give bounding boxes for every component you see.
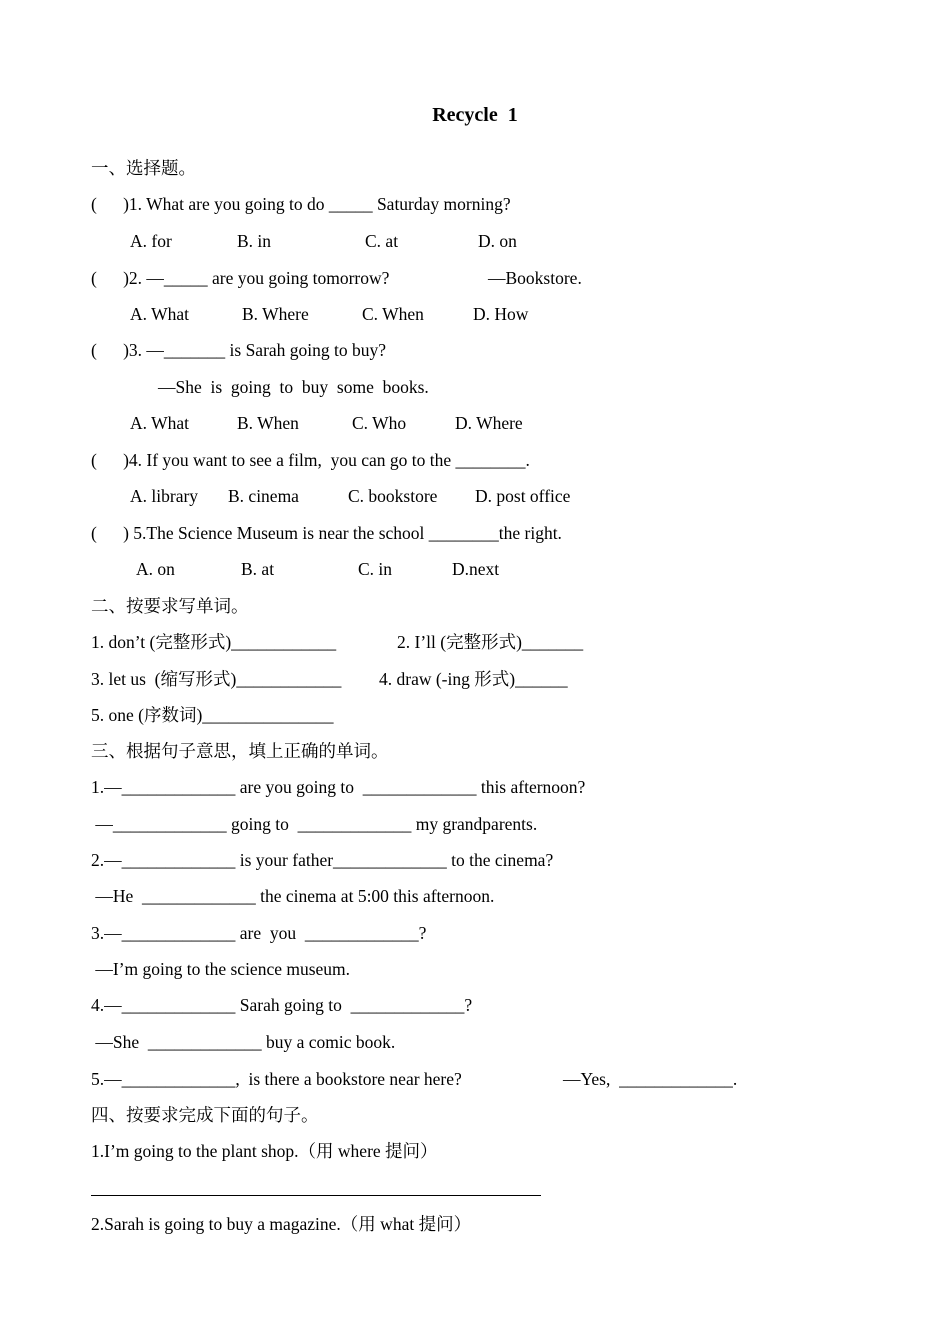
q2-stem: ( )2. —_____ are you going tomorrow? [91,268,390,288]
q1-option-c: C. at [365,231,399,251]
fill-line-4: —He _____________ the cinema at 5:00 this afternoon. [91,886,495,906]
q1-option-a: A. for [130,231,172,251]
q1-option-b: B. in [237,231,272,251]
section-1-heading: 一、选择题。 [91,158,196,178]
q5-option-a: A. on [136,559,175,579]
q4-option-c: C. bookstore [348,486,438,506]
q4-option-a: A. library [130,486,199,506]
q1-option-d: D. on [478,231,517,251]
section-4-heading: 四、按要求完成下面的句子。 [91,1105,319,1125]
section-2-heading: 二、按要求写单词。 [91,596,249,616]
q2-option-d: D. How [473,304,529,324]
q3-option-a: A. What [130,413,189,433]
q3-option-b: B. When [237,413,299,433]
word-item-1: 1. don’t (完整形式)____________ [91,632,337,652]
q5-option-c: C. in [358,559,393,579]
q2-option-b: B. Where [242,304,309,324]
section-3-heading: 三、根据句子意思，填上正确的单词。 [91,741,389,761]
word-item-5: 5. one (序数词)_______________ [91,705,334,725]
q5-stem: ( ) 5.The Science Museum is near the school ________the right. [91,523,562,543]
q4-stem: ( )4. If you want to see a film, you can go to the ________. [91,450,530,470]
fill-line-8: —She _____________ buy a comic book. [91,1032,396,1052]
fill-line-2: —_____________ going to _____________ my grandparents. [91,814,538,834]
rewrite-item-2: 2.Sarah is going to buy a magazine.（用 what 提问） [91,1214,472,1234]
q4-option-d: D. post office [475,486,571,506]
q3-option-c: C. Who [352,413,407,433]
q3-option-d: D. Where [455,413,523,433]
word-item-2: 2. I’ll (完整形式)_______ [397,632,584,652]
q2-answer: —Bookstore. [488,268,582,288]
fill-line-5: 3.—_____________ are you _____________? [91,923,427,943]
q3-stem: ( )3. —_______ is Sarah going to buy? [91,340,387,360]
q1-stem: ( )1. What are you going to do _____ Saturday morning? [91,194,511,214]
q4-option-b: B. cinema [228,486,299,506]
q2-option-c: C. When [362,304,424,324]
q2-option-a: A. What [130,304,189,324]
answer-line [91,1195,541,1196]
page-title: Recycle 1 [432,104,518,126]
q5-option-d: D.next [452,559,500,579]
fill-line-7: 4.—_____________ Sarah going to _____________? [91,995,473,1015]
rewrite-item-1: 1.I’m going to the plant shop.（用 where 提问） [91,1141,438,1161]
word-item-4: 4. draw (-ing 形式)______ [379,669,568,689]
fill-line-9-reply: —Yes, _____________. [563,1069,738,1089]
fill-line-6: —I’m going to the science museum. [91,959,351,979]
fill-line-9: 5.—_____________, is there a bookstore near here? [91,1069,462,1089]
word-item-3: 3. let us (缩写形式)____________ [91,669,342,689]
q3-reply: —She is going to buy some books. [158,377,429,397]
fill-line-1: 1.—_____________ are you going to _____________ this afternoon? [91,777,586,797]
q5-option-b: B. at [241,559,275,579]
fill-line-3: 2.—_____________ is your father_____________ to the cinema? [91,850,554,870]
